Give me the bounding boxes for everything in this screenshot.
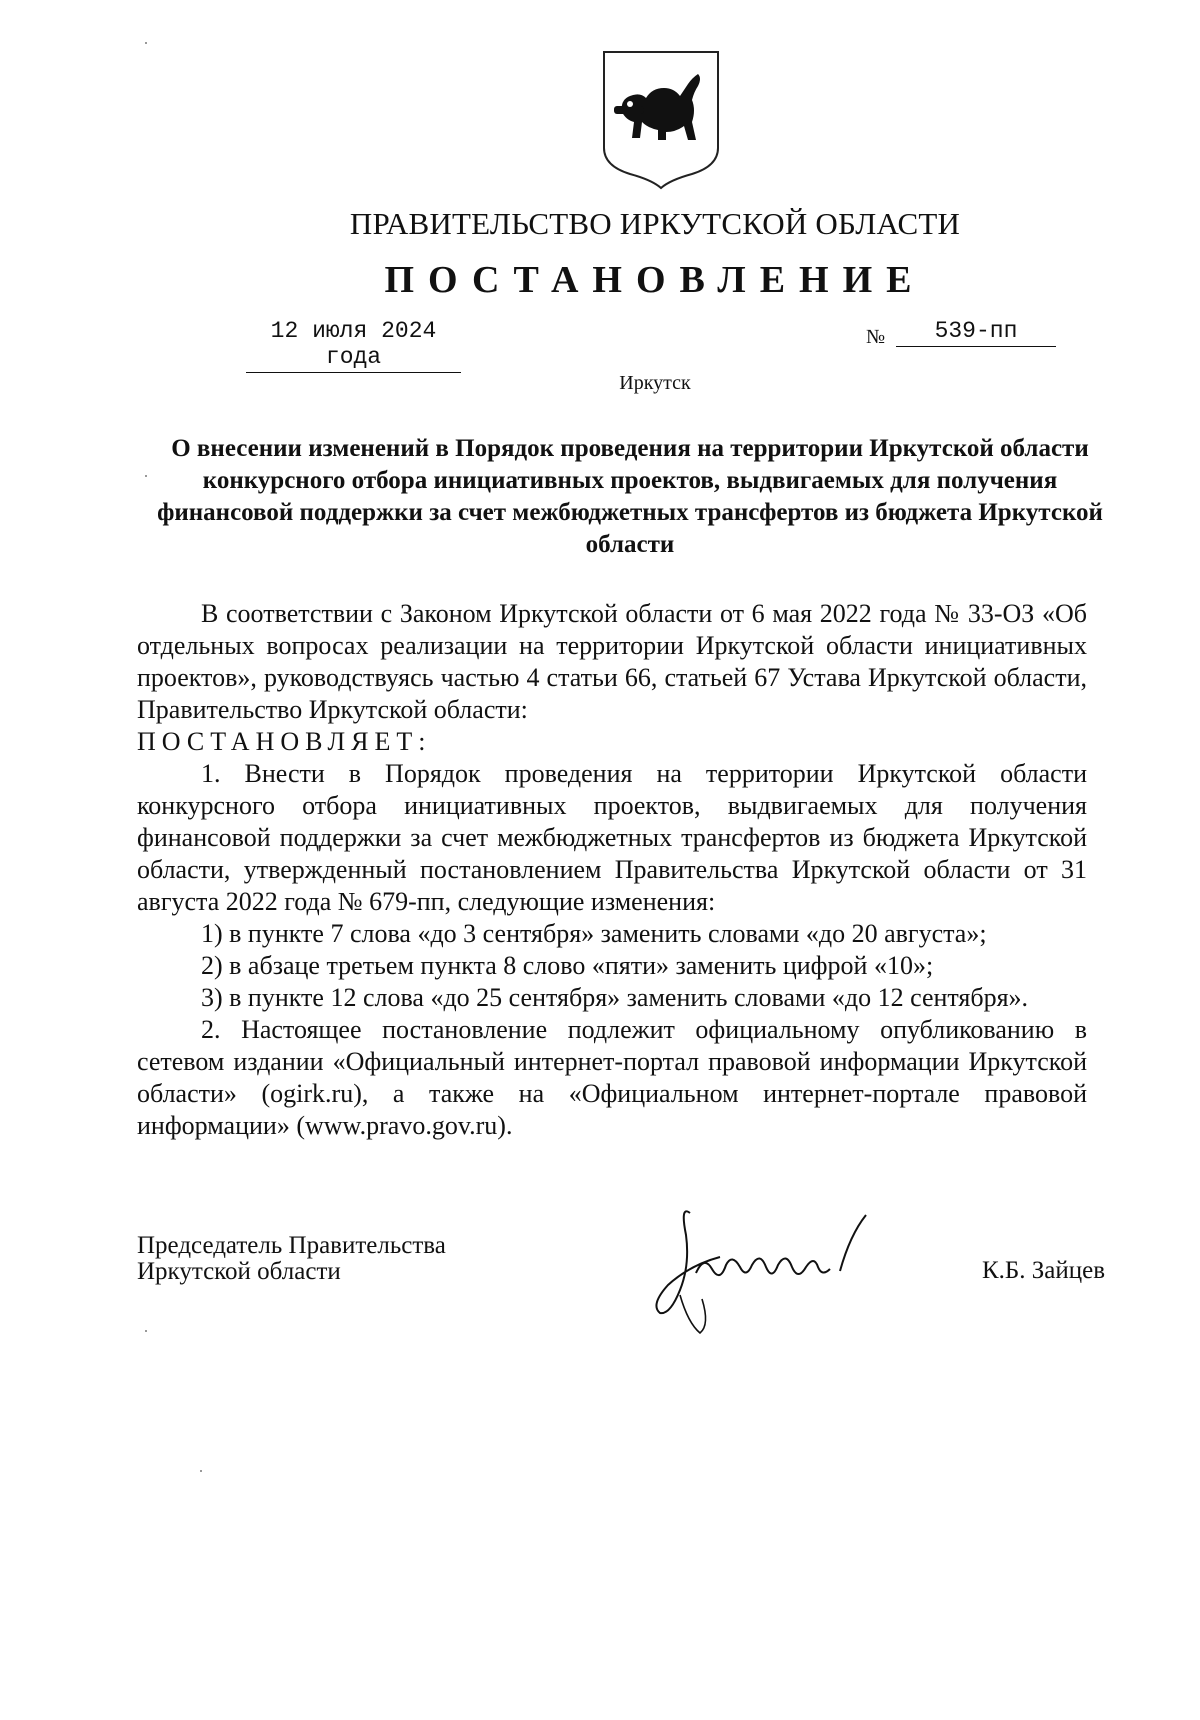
government-title: ПРАВИТЕЛЬСТВО ИРКУТСКОЙ ОБЛАСТИ (349, 206, 961, 241)
document-type: ПОСТАНОВЛЕНИЕ (384, 259, 926, 301)
handwritten-signature-icon (650, 1195, 910, 1340)
document-date: 12 июля 2024 года (246, 318, 461, 373)
item-paragraph: 2) в абзаце третьем пункта 8 слово «пяти» заменить цифрой «10»; (201, 951, 934, 980)
document-number: 539-пп (896, 318, 1056, 347)
scan-speck (145, 475, 147, 477)
decree-word: ПОСТАНОВЛЯЕТ: (137, 727, 432, 756)
item-paragraph: 1) в пункте 7 слова «до 3 сентября» заменить словами «до 20 августа»; (201, 919, 987, 948)
item-paragraph: 2. Настоящее постановление подлежит официальному опубликованию в сетевом издании «Официальный интернет-портал правовой информации Иркутской области» (ogirk.ru), а также на «Официальном интернет-портале правовой информации» (www.pravo.gov.ru). (137, 1015, 1087, 1140)
item-paragraph: 1. Внести в Порядок проведения на территории Иркутской области конкурсного отбора инициативных проектов, выдвигаемых для получения финансовой поддержки за счет межбюджетных трансфертов из бюджета Иркутской области, утвержденный постановлением Правительства Иркутской области от 31 августа 2022 года № 679-пп, следующие изменения: (137, 759, 1087, 916)
document-city: Иркутск (619, 372, 691, 394)
scan-speck (200, 1470, 202, 1472)
number-sign: № (866, 326, 886, 348)
signer-role-line: Председатель Правительства (137, 1232, 446, 1259)
preamble-paragraph: В соответствии с Законом Иркутской области от 6 мая 2022 года № 33-ОЗ «Об отдельных вопросах реализации на территории Иркутской области инициативных проектов», руководствуясь частью 4 статьи 66, статьей 67 Устава Иркутской области, Правительство Иркутской области: (137, 599, 1087, 724)
scan-speck (145, 1330, 147, 1332)
irkutsk-coat-of-arms-icon (600, 48, 722, 190)
document-body (137, 598, 1087, 1142)
signer-role (137, 1233, 446, 1285)
item-paragraph: 3) в пункте 12 слова «до 25 сентября» заменить словами «до 12 сентября». (201, 983, 1029, 1012)
signer-role-line: Иркутской области (137, 1258, 341, 1285)
document-subject: О внесении изменений в Порядок проведения на территории Иркутской области конкурсного отбора инициативных проектов, выдвигаемых для получения финансовой поддержки за счет межбюджетных трансфертов из бюджета Иркутской области (157, 435, 1103, 558)
signer-name: К.Б. Зайцев (982, 1257, 1106, 1284)
scan-speck (145, 42, 147, 44)
